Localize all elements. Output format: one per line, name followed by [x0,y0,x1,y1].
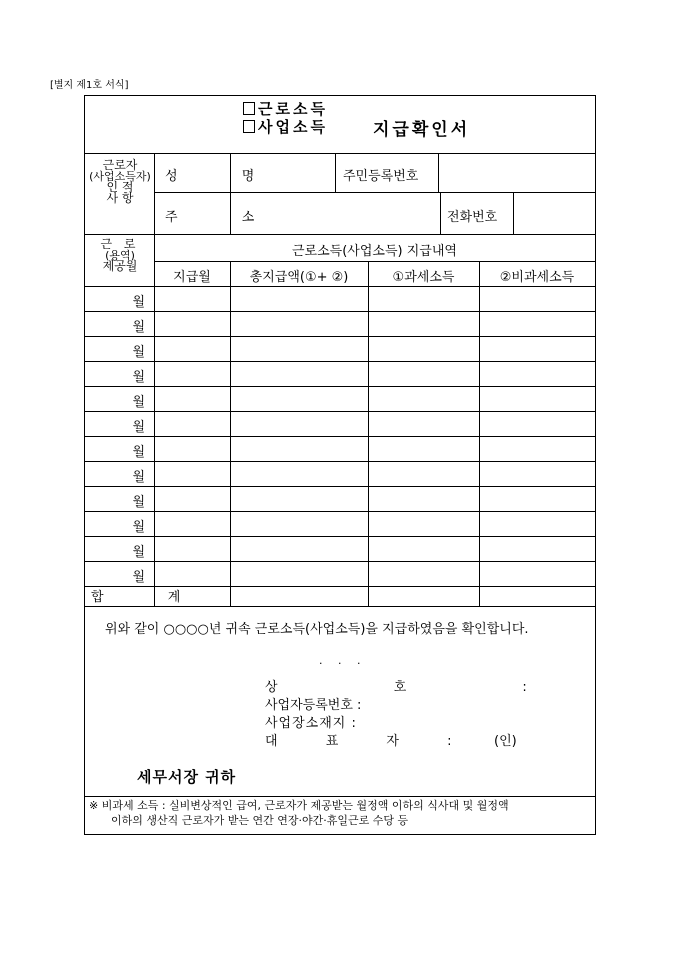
rule [154,261,595,262]
total-amount-cell[interactable] [230,487,368,511]
taxable-income-cell[interactable] [368,537,479,561]
form-title: 지급확인서 [373,120,471,140]
month-row-label: 월 [132,420,145,435]
worker-section-label [87,160,153,204]
nontaxable-income-note [89,798,509,828]
option-earned-income[interactable] [243,100,328,118]
taxable-income-cell[interactable] [368,362,479,386]
pay-month-cell[interactable] [154,287,230,311]
nontaxable-income-cell[interactable] [479,287,595,311]
total-amount-cell[interactable] [230,437,368,461]
taxable-income-cell[interactable] [368,512,479,536]
total-nontaxable-cell[interactable] [479,587,595,606]
taxable-income-cell[interactable] [368,412,479,436]
pay-month-cell[interactable] [154,462,230,486]
total-taxable-cell[interactable] [368,587,479,606]
income-type-options [243,100,328,136]
pay-month-cell[interactable] [154,437,230,461]
checkbox-earned-income[interactable] [243,102,255,115]
month-row-label: 월 [132,320,145,335]
taxable-income-cell[interactable] [368,337,479,361]
checkbox-business-income[interactable] [243,120,255,133]
pay-month-cell[interactable] [154,537,230,561]
rule [440,192,441,234]
nontaxable-income-cell[interactable] [479,512,595,536]
month-row-label: 월 [132,295,145,310]
service-month-line1: 근 로 [100,237,140,251]
confirmation-statement: 위와 같이 ○○○○년 귀속 근로소득(사업소득)을 지급하였음을 확인합니다. [105,622,529,637]
name-field[interactable] [231,154,335,192]
pay-month-cell[interactable] [154,387,230,411]
taxable-income-cell[interactable] [368,487,479,511]
taxable-income-cell[interactable] [368,312,479,336]
total-label: 합 계 [91,590,211,605]
option-business-income-label: 사업소득 [258,118,328,136]
tax-office-recipient: 세무서장 귀하 [137,768,237,786]
month-row-label: 월 [132,495,145,510]
month-row-label: 월 [132,370,145,385]
taxable-income-cell[interactable] [368,437,479,461]
nontaxable-income-cell[interactable] [479,462,595,486]
nontaxable-income-cell[interactable] [479,387,595,411]
phone-field[interactable] [514,193,595,234]
service-month-line2: (용역) [105,249,135,262]
month-row-label: 월 [132,445,145,460]
income-confirmation-form [84,95,596,835]
nontaxable-income-cell[interactable] [479,562,595,586]
address-label: 주 소 [165,210,285,225]
company-name-label: 상 호 : [265,680,583,695]
total-amount-cell[interactable] [230,387,368,411]
address-field[interactable] [231,193,440,234]
pay-month-cell[interactable] [154,312,230,336]
month-row-label: 월 [132,345,145,360]
rule [335,153,336,192]
date-line[interactable]: . . . [319,654,367,667]
month-row-label: 월 [132,395,145,410]
total-amount-cell[interactable] [230,337,368,361]
month-row-label: 월 [132,545,145,560]
service-month-label [87,239,153,272]
rrn-label: 주민등록번호 [343,169,419,184]
phone-label: 전화번호 [447,210,498,225]
total-amount-sum-cell[interactable] [230,587,368,606]
total-amount-cell[interactable] [230,287,368,311]
month-row-label: 월 [132,470,145,485]
nontaxable-income-cell[interactable] [479,337,595,361]
pay-month-cell[interactable] [154,487,230,511]
pay-month-cell[interactable] [154,337,230,361]
nontaxable-income-cell[interactable] [479,437,595,461]
note-line-1: ※ 비과세 소득 : 실비변상적인 급여, 근로자가 제공받는 월정액 이하의 식사대 및 월정액 [89,799,509,812]
month-row-label: 월 [132,520,145,535]
pay-month-cell[interactable] [154,512,230,536]
month-row-label: 월 [132,570,145,585]
worker-section-line3: 인 적 [106,180,134,194]
worker-section-line1: 근로자 [102,158,138,172]
col-header-taxable: ①과세소득 [392,270,455,285]
taxable-income-cell[interactable] [368,287,479,311]
option-earned-income-label: 근로소득 [258,100,328,118]
col-header-total: 총지급액(①+ ②) [249,270,349,285]
form-number-label: [별지 제1호 서식] [50,80,129,91]
option-business-income[interactable] [243,118,328,136]
nontaxable-income-cell[interactable] [479,312,595,336]
nontaxable-income-cell[interactable] [479,537,595,561]
service-month-line3: 제공월 [102,259,138,273]
worker-section-line2: (사업소득자) [89,170,151,183]
nontaxable-income-cell[interactable] [479,487,595,511]
total-amount-cell[interactable] [230,512,368,536]
rrn-field[interactable] [439,154,595,192]
representative-label: 대 표 자 : [265,734,474,749]
pay-month-cell[interactable] [154,412,230,436]
pay-month-cell[interactable] [154,562,230,586]
total-amount-cell[interactable] [230,412,368,436]
taxable-income-cell[interactable] [368,562,479,586]
note-line-2: 이하의 생산직 근로자가 받는 연간 연장·야간·휴일근로 수당 등 [111,814,409,827]
total-amount-cell[interactable] [230,562,368,586]
taxable-income-cell[interactable] [368,462,479,486]
payment-details-header: 근로소득(사업소득) 지급내역 [292,244,457,259]
business-location-label: 사업장소재지 : [265,716,357,731]
rule [85,234,595,235]
worker-section-line4: 사 항 [106,191,134,205]
col-header-nontaxable: ②비과세소득 [499,270,575,285]
total-amount-cell[interactable] [230,462,368,486]
rule [85,606,595,607]
rule [85,796,595,797]
seal-mark: (인) [494,734,517,749]
name-label: 성 명 [165,169,285,184]
nontaxable-income-cell[interactable] [479,362,595,386]
taxable-income-cell[interactable] [368,387,479,411]
business-reg-number-label: 사업자등록번호 : [265,698,362,713]
pay-month-cell[interactable] [154,362,230,386]
total-amount-cell[interactable] [230,312,368,336]
total-amount-cell[interactable] [230,537,368,561]
col-header-pay-month: 지급월 [173,270,211,285]
nontaxable-income-cell[interactable] [479,412,595,436]
total-amount-cell[interactable] [230,362,368,386]
